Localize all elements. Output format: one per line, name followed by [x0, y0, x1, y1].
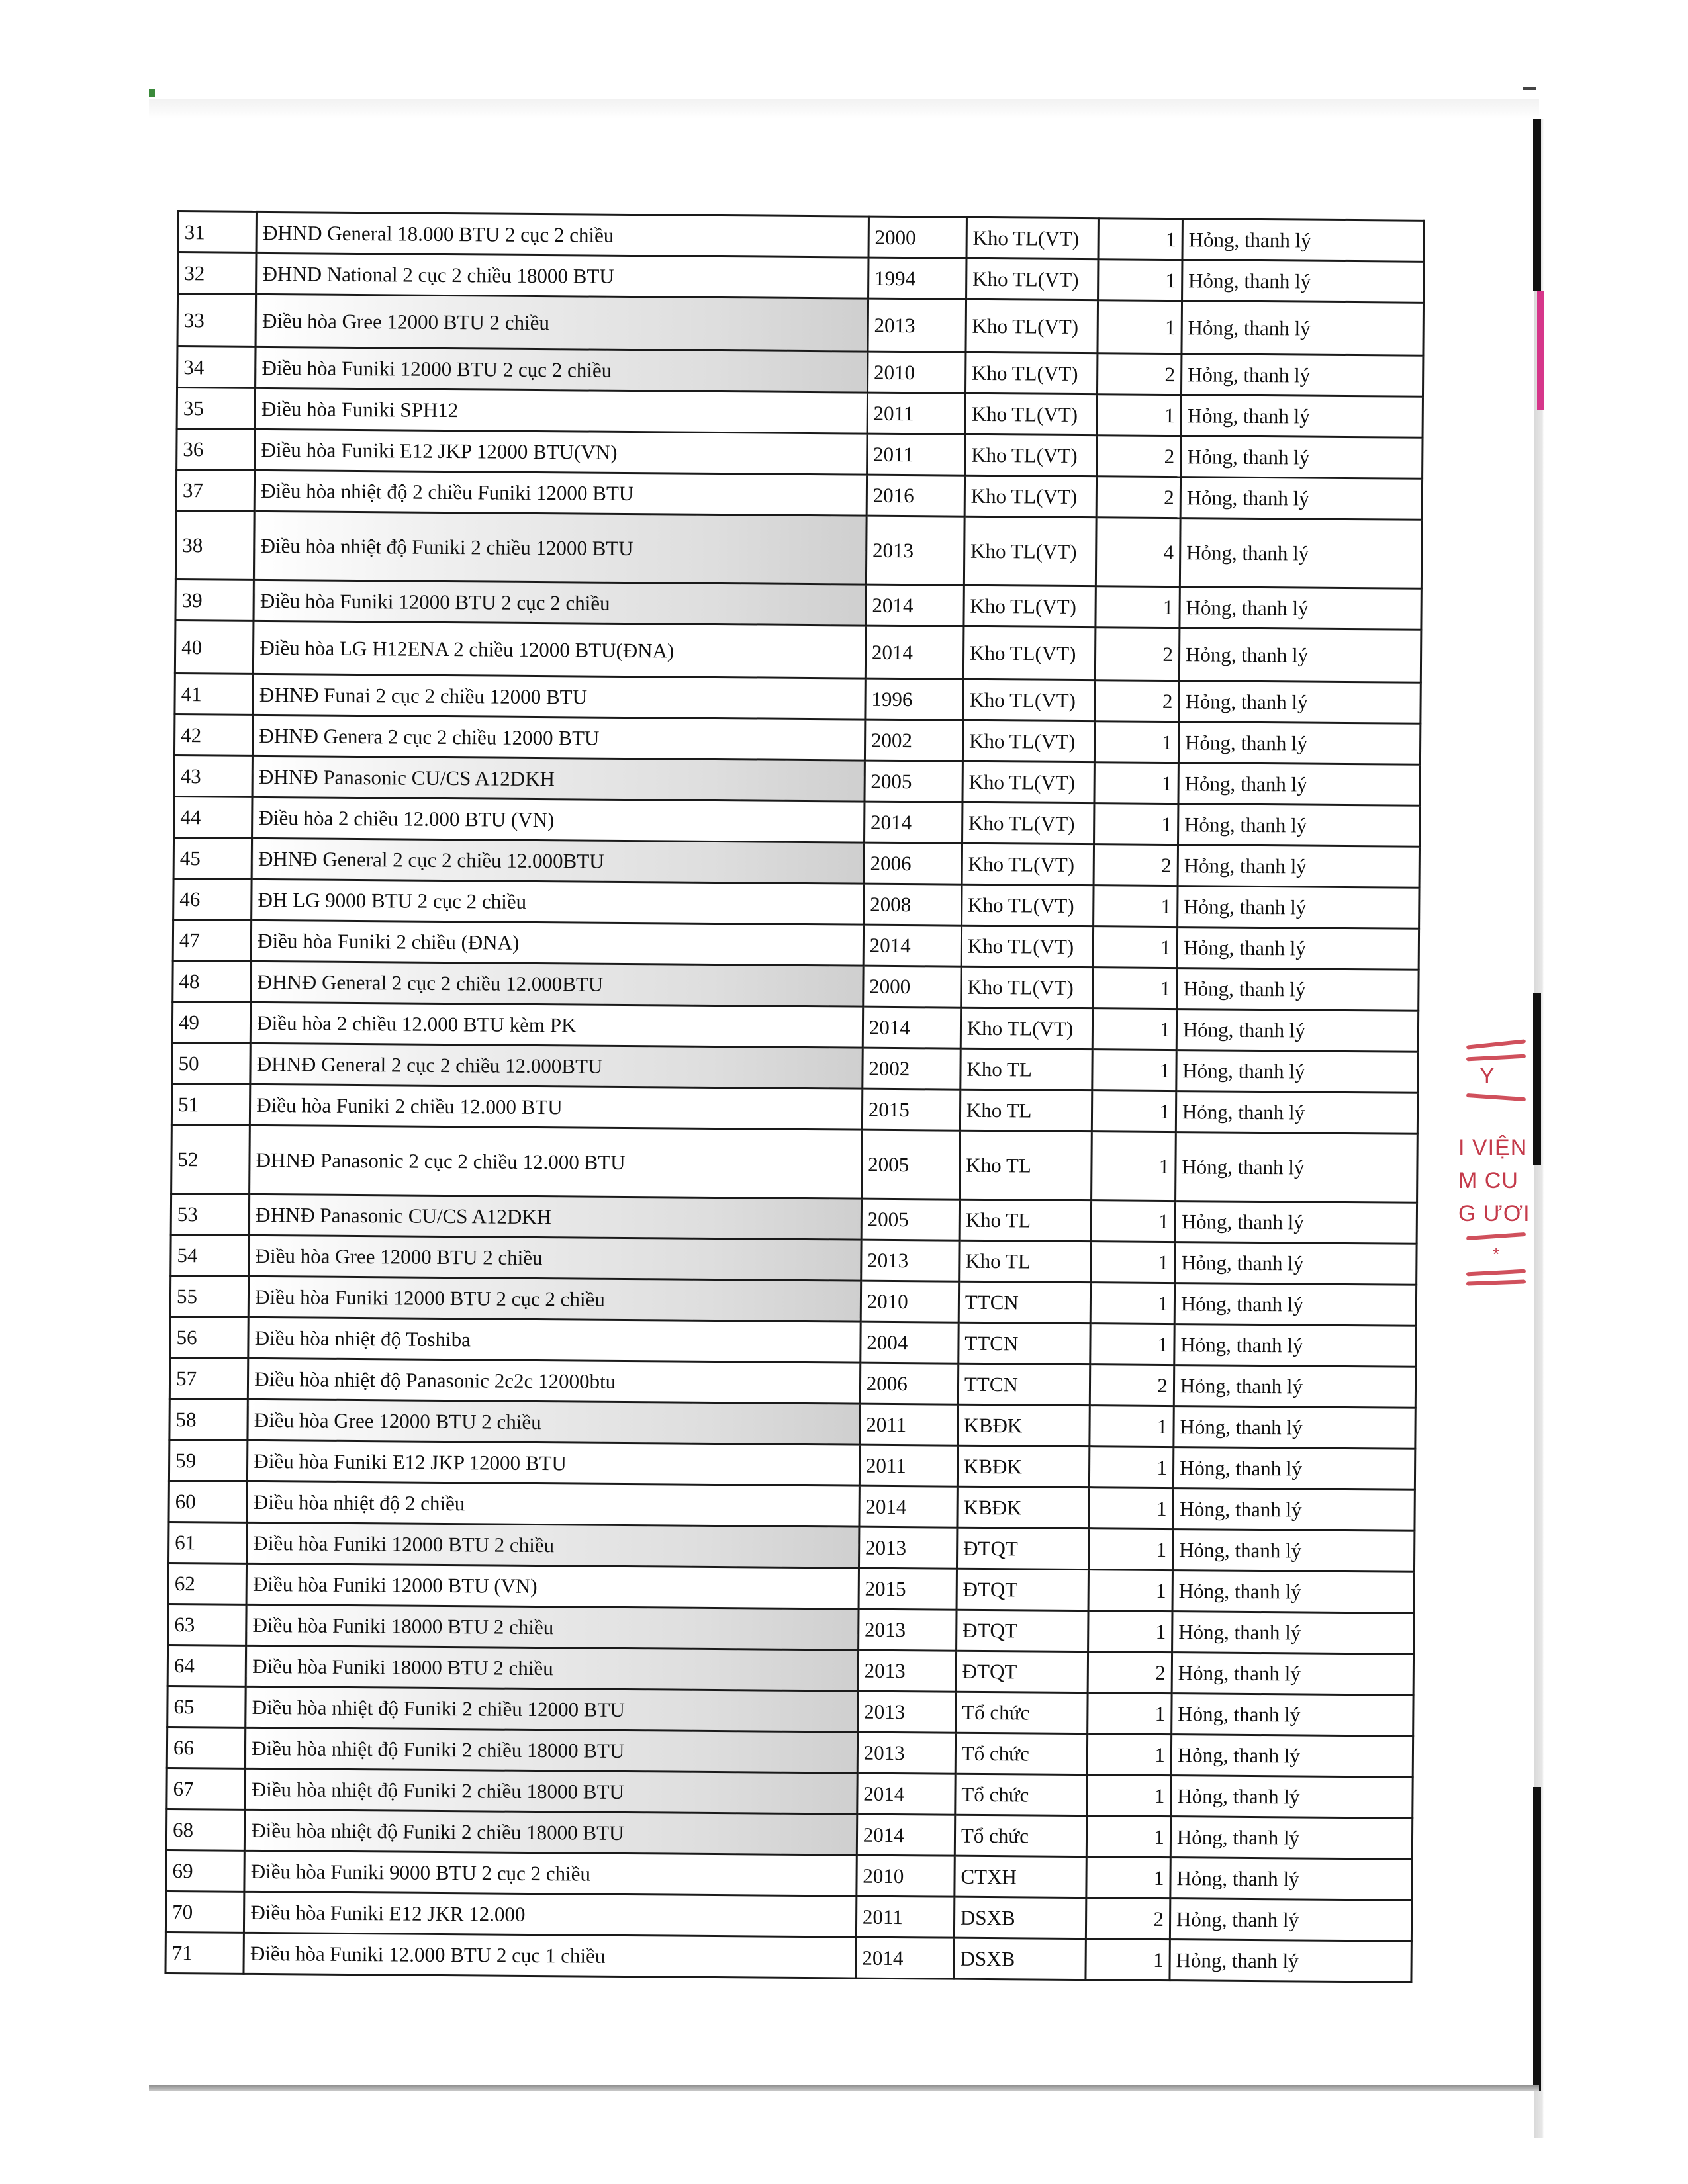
- item-location-cell: DSXB: [954, 1897, 1086, 1938]
- item-status-cell: Hỏng, thanh lý: [1177, 968, 1419, 1011]
- item-quantity-cell: 4: [1096, 518, 1180, 587]
- item-location-cell: TTCN: [958, 1363, 1090, 1405]
- item-name-cell: ĐH LG 9000 BTU 2 cục 2 chiều: [252, 879, 864, 925]
- row-number-cell: 61: [169, 1522, 248, 1563]
- item-year-cell: 2000: [868, 216, 967, 258]
- stamp-text: I VIỆN: [1458, 1135, 1528, 1160]
- background-pink-band: [1537, 291, 1544, 410]
- row-number-cell: 66: [167, 1727, 246, 1768]
- item-status-cell: Hỏng, thanh lý: [1181, 395, 1423, 438]
- item-location-cell: CTXH: [955, 1856, 1087, 1897]
- row-number-cell: 55: [170, 1275, 249, 1317]
- stamp-arc: [1466, 1093, 1526, 1101]
- stamp-text: Y: [1479, 1064, 1495, 1089]
- item-location-cell: Tổ chức: [955, 1815, 1087, 1856]
- item-year-cell: 2013: [861, 1240, 959, 1281]
- row-number-cell: 53: [171, 1193, 250, 1235]
- item-name-cell: ĐHNĐ General 2 cục 2 chiều 12.000BTU: [252, 838, 864, 884]
- row-number-cell: 67: [167, 1768, 246, 1809]
- corner-dash: [1523, 87, 1536, 90]
- item-quantity-cell: 1: [1091, 1242, 1175, 1283]
- item-quantity-cell: 1: [1088, 1570, 1172, 1612]
- item-location-cell: Kho TL(VT): [966, 258, 1098, 300]
- document-page: [164, 210, 1425, 1983]
- item-location-cell: Kho TL(VT): [964, 434, 1097, 476]
- row-number-cell: 36: [177, 429, 256, 471]
- row-number-cell: 58: [169, 1398, 248, 1440]
- item-location-cell: Kho TL(VT): [966, 217, 1099, 259]
- item-location-cell: KBĐK: [958, 1404, 1090, 1446]
- item-name-cell: Điều hòa 2 chiều 12.000 BTU kèm PK: [251, 1002, 863, 1048]
- item-location-cell: Kho TL(VT): [965, 352, 1098, 394]
- row-number-cell: 44: [174, 796, 253, 838]
- page-top-shadow: [149, 99, 1539, 119]
- row-number-cell: 60: [169, 1480, 248, 1522]
- item-status-cell: Hỏng, thanh lý: [1173, 1447, 1415, 1490]
- item-quantity-cell: 2: [1088, 1652, 1172, 1694]
- stamp-star: *: [1493, 1244, 1500, 1264]
- item-location-cell: Kho TL(VT): [964, 475, 1097, 517]
- item-location-cell: Kho TL(VT): [963, 626, 1096, 680]
- item-location-cell: Kho TL(VT): [962, 761, 1095, 803]
- item-quantity-cell: 1: [1092, 1050, 1176, 1091]
- item-name-cell: Điều hòa nhiệt độ Funiki 2 chiều 12000 BTU: [246, 1686, 858, 1732]
- item-quantity-cell: 1: [1094, 927, 1178, 968]
- item-quantity-cell: 2: [1097, 477, 1181, 518]
- item-name-cell: Điều hòa Funiki 12000 BTU (VN): [246, 1563, 859, 1609]
- item-location-cell: Kho TL(VT): [961, 966, 1094, 1008]
- item-year-cell: 2011: [867, 433, 965, 475]
- item-status-cell: Hỏng, thanh lý: [1178, 804, 1420, 847]
- stamp-arc: [1466, 1039, 1526, 1049]
- item-quantity-cell: 1: [1090, 1324, 1174, 1365]
- item-quantity-cell: 1: [1093, 968, 1177, 1009]
- item-location-cell: Kho TL(VT): [962, 720, 1095, 762]
- row-number-cell: 39: [175, 579, 254, 621]
- item-name-cell: Điều hòa 2 chiều 12.000 BTU (VN): [252, 797, 865, 842]
- item-name-cell: Điều hòa Funiki 12000 BTU 2 chiều: [247, 1522, 859, 1568]
- item-name-cell: Điều hòa Funiki E12 JKR 12.000: [244, 1891, 857, 1937]
- item-location-cell: TTCN: [959, 1281, 1091, 1323]
- item-name-cell: ĐHNĐ Panasonic 2 cục 2 chiều 12.000 BTU: [250, 1125, 862, 1199]
- item-year-cell: 2013: [868, 298, 966, 352]
- item-status-cell: Hỏng, thanh lý: [1174, 1324, 1417, 1367]
- item-quantity-cell: 1: [1095, 721, 1179, 763]
- item-year-cell: 2006: [864, 842, 962, 884]
- item-quantity-cell: 1: [1086, 1939, 1170, 1981]
- item-name-cell: Điều hòa Funiki E12 JKP 12000 BTU(VN): [255, 429, 867, 475]
- item-year-cell: 2013: [866, 516, 964, 585]
- item-quantity-cell: 1: [1098, 218, 1182, 260]
- row-number-cell: 37: [176, 470, 255, 512]
- item-year-cell: 2013: [859, 1527, 957, 1569]
- item-quantity-cell: 1: [1086, 1857, 1170, 1899]
- item-year-cell: 2010: [867, 351, 966, 393]
- item-location-cell: Kho TL: [961, 1048, 1093, 1090]
- row-number-cell: 45: [173, 837, 252, 879]
- row-number-cell: 35: [177, 388, 256, 430]
- table-row: [175, 620, 1421, 682]
- item-name-cell: Điều hòa Gree 12000 BTU 2 chiều: [249, 1235, 861, 1281]
- row-number-cell: 46: [173, 878, 252, 920]
- item-year-cell: 2014: [863, 1007, 961, 1048]
- item-quantity-cell: 1: [1098, 300, 1182, 354]
- item-location-cell: ĐTQT: [956, 1610, 1088, 1651]
- item-name-cell: Điều hòa nhiệt độ Funiki 2 chiều 18000 BTU: [245, 1768, 857, 1814]
- item-quantity-cell: 1: [1087, 1775, 1171, 1817]
- item-quantity-cell: 1: [1091, 1201, 1175, 1242]
- item-location-cell: Kho TL: [960, 1089, 1092, 1131]
- row-number-cell: 64: [167, 1645, 246, 1686]
- item-status-cell: Hỏng, thanh lý: [1176, 1050, 1419, 1093]
- item-year-cell: 2010: [861, 1281, 959, 1322]
- item-location-cell: Kho TL: [959, 1199, 1092, 1241]
- item-year-cell: 2015: [862, 1089, 961, 1130]
- item-name-cell: Điều hòa nhiệt độ Panasonic 2c2c 12000btu: [248, 1358, 861, 1404]
- page-bottom-edge: [149, 2085, 1539, 2091]
- row-number-cell: 40: [175, 620, 254, 674]
- inventory-table-body: [165, 212, 1424, 1983]
- item-name-cell: ĐHND National 2 cục 2 chiều 18000 BTU: [256, 253, 868, 298]
- row-number-cell: 50: [172, 1042, 251, 1084]
- row-number-cell: 51: [171, 1083, 250, 1125]
- item-status-cell: Hỏng, thanh lý: [1179, 628, 1421, 683]
- item-status-cell: Hỏng, thanh lý: [1175, 1242, 1417, 1285]
- item-status-cell: Hỏng, thanh lý: [1182, 219, 1425, 262]
- row-number-cell: 41: [175, 673, 254, 715]
- row-number-cell: 69: [166, 1850, 245, 1891]
- row-number-cell: 57: [169, 1357, 248, 1399]
- item-location-cell: Kho TL(VT): [966, 299, 1098, 353]
- stamp-text: G ƯƠI: [1458, 1201, 1530, 1226]
- item-location-cell: ĐTQT: [956, 1651, 1088, 1692]
- item-quantity-cell: 1: [1094, 886, 1178, 927]
- item-name-cell: Điều hòa Funiki E12 JKP 12000 BTU: [248, 1440, 860, 1486]
- row-number-cell: 38: [175, 510, 254, 580]
- item-name-cell: ĐHNĐ General 2 cục 2 chiều 12.000BTU: [250, 1043, 863, 1089]
- item-quantity-cell: 1: [1094, 803, 1178, 845]
- item-name-cell: ĐHNĐ Panasonic CU/CS A12DKH: [249, 1194, 861, 1240]
- item-name-cell: Điều hòa nhiệt độ 2 chiều: [247, 1481, 859, 1527]
- row-number-cell: 65: [167, 1686, 246, 1727]
- item-name-cell: Điều hòa nhiệt độ Funiki 2 chiều 18000 BTU: [245, 1809, 857, 1855]
- item-status-cell: Hỏng, thanh lý: [1174, 1406, 1416, 1449]
- green-mark: [149, 89, 155, 97]
- item-name-cell: Điều hòa Funiki 12000 BTU 2 cục 2 chiều: [249, 1276, 861, 1322]
- item-name-cell: Điều hòa nhiệt độ Toshiba: [248, 1317, 861, 1363]
- item-year-cell: 2014: [864, 801, 962, 843]
- item-year-cell: 2000: [863, 966, 962, 1007]
- item-status-cell: Hỏng, thanh lý: [1171, 1735, 1413, 1778]
- item-year-cell: 2014: [865, 625, 964, 679]
- row-number-cell: 43: [174, 755, 253, 797]
- item-status-cell: Hỏng, thanh lý: [1175, 1201, 1417, 1244]
- item-quantity-cell: 1: [1092, 1091, 1176, 1132]
- item-status-cell: Hỏng, thanh lý: [1180, 436, 1423, 479]
- item-year-cell: 2008: [863, 884, 962, 925]
- item-name-cell: Điều hòa nhiệt độ Funiki 2 chiều 18000 BTU: [246, 1727, 858, 1773]
- item-status-cell: Hỏng, thanh lý: [1170, 1817, 1413, 1860]
- item-location-cell: Kho TL(VT): [964, 585, 1096, 627]
- item-quantity-cell: 1: [1087, 1816, 1171, 1858]
- item-location-cell: Kho TL(VT): [961, 1007, 1093, 1049]
- item-year-cell: 2015: [859, 1568, 957, 1610]
- item-quantity-cell: 1: [1090, 1406, 1174, 1447]
- row-number-cell: 49: [172, 1001, 251, 1043]
- item-status-cell: Hỏng, thanh lý: [1170, 1899, 1412, 1942]
- item-name-cell: Điều hòa Funiki 2 chiều (ĐNA): [251, 920, 863, 966]
- item-status-cell: Hỏng, thanh lý: [1177, 886, 1419, 929]
- item-year-cell: 2011: [860, 1404, 959, 1445]
- item-year-cell: 2002: [863, 1048, 961, 1089]
- item-status-cell: Hỏng, thanh lý: [1178, 722, 1421, 765]
- item-location-cell: Tổ chức: [956, 1692, 1088, 1733]
- item-name-cell: Điều hòa Funiki 12.000 BTU 2 cục 1 chiều: [244, 1933, 856, 1978]
- item-name-cell: Điều hòa nhiệt độ 2 chiều Funiki 12000 BTU: [254, 470, 867, 516]
- table-row: [177, 294, 1424, 356]
- item-name-cell: ĐHNĐ Genera 2 cục 2 chiều 12000 BTU: [253, 715, 865, 760]
- item-status-cell: Hỏng, thanh lý: [1182, 301, 1424, 356]
- item-year-cell: 2002: [865, 719, 963, 761]
- item-year-cell: 2006: [860, 1363, 959, 1404]
- item-quantity-cell: 1: [1088, 1611, 1172, 1653]
- stamp-arc: [1466, 1279, 1526, 1285]
- item-year-cell: 2014: [857, 1814, 955, 1856]
- row-number-cell: 42: [174, 714, 253, 756]
- item-year-cell: 2016: [867, 475, 965, 516]
- item-name-cell: Điều hòa Gree 12000 BTU 2 chiều: [256, 294, 868, 351]
- item-name-cell: Điều hòa nhiệt độ Funiki 2 chiều 12000 BTU: [254, 511, 867, 584]
- item-location-cell: Kho TL: [959, 1240, 1092, 1282]
- item-year-cell: 2005: [861, 1199, 960, 1240]
- item-quantity-cell: 1: [1089, 1488, 1173, 1529]
- item-status-cell: Hỏng, thanh lý: [1177, 927, 1419, 970]
- item-quantity-cell: 2: [1094, 844, 1178, 886]
- item-name-cell: Điều hòa LG H12ENA 2 chiều 12000 BTU(ĐNA): [254, 621, 866, 678]
- item-year-cell: 2014: [856, 1937, 955, 1979]
- red-stamp: [1453, 1029, 1539, 1287]
- item-quantity-cell: 1: [1097, 394, 1181, 436]
- item-status-cell: Hỏng, thanh lý: [1172, 1653, 1414, 1696]
- item-status-cell: Hỏng, thanh lý: [1174, 1283, 1417, 1326]
- item-status-cell: Hỏng, thanh lý: [1172, 1529, 1415, 1572]
- inventory-table: [164, 210, 1425, 1983]
- item-name-cell: Điều hòa Gree 12000 BTU 2 chiều: [248, 1399, 860, 1445]
- stamp-text: M CU: [1458, 1168, 1519, 1193]
- item-quantity-cell: 1: [1094, 762, 1178, 804]
- item-quantity-cell: 1: [1096, 586, 1180, 628]
- item-status-cell: Hỏng, thanh lý: [1172, 1612, 1414, 1655]
- row-number-cell: 68: [166, 1809, 245, 1850]
- item-quantity-cell: 2: [1097, 435, 1181, 477]
- table-row: [175, 510, 1422, 588]
- item-year-cell: 2013: [857, 1732, 956, 1774]
- row-number-cell: 54: [171, 1234, 250, 1276]
- item-location-cell: KBĐK: [957, 1486, 1090, 1528]
- item-location-cell: Kho TL(VT): [965, 393, 1098, 435]
- item-status-cell: Hỏng, thanh lý: [1180, 518, 1422, 589]
- background-right-margin: [1534, 119, 1688, 2138]
- item-quantity-cell: 2: [1090, 1365, 1174, 1406]
- item-location-cell: TTCN: [959, 1322, 1091, 1364]
- item-year-cell: 2011: [856, 1896, 955, 1938]
- item-status-cell: Hỏng, thanh lý: [1178, 845, 1420, 888]
- item-quantity-cell: 1: [1088, 1734, 1172, 1776]
- item-quantity-cell: 2: [1095, 680, 1179, 722]
- background-dark-band: [1533, 1787, 1541, 2091]
- row-number-cell: 62: [168, 1563, 247, 1604]
- item-quantity-cell: 2: [1096, 627, 1180, 681]
- item-location-cell: Kho TL(VT): [962, 843, 1094, 885]
- row-number-cell: 33: [177, 294, 256, 347]
- row-number-cell: 71: [165, 1932, 244, 1974]
- item-quantity-cell: 1: [1088, 1693, 1172, 1735]
- item-location-cell: Tổ chức: [955, 1774, 1088, 1815]
- row-number-cell: 31: [178, 212, 257, 253]
- item-status-cell: Hỏng, thanh lý: [1170, 1858, 1413, 1901]
- item-location-cell: Kho TL(VT): [961, 925, 1094, 967]
- item-quantity-cell: 1: [1089, 1529, 1173, 1570]
- item-status-cell: Hỏng, thanh lý: [1181, 354, 1423, 397]
- row-number-cell: 63: [168, 1604, 247, 1645]
- row-number-cell: 56: [170, 1316, 249, 1358]
- item-status-cell: Hỏng, thanh lý: [1180, 477, 1423, 520]
- item-location-cell: Kho TL(VT): [963, 679, 1096, 721]
- item-name-cell: ĐHNĐ General 2 cục 2 chiều 12.000BTU: [251, 961, 863, 1007]
- item-quantity-cell: 2: [1086, 1898, 1170, 1940]
- item-year-cell: 2011: [867, 392, 966, 434]
- row-number-cell: 34: [177, 347, 256, 388]
- item-location-cell: Tổ chức: [955, 1733, 1088, 1774]
- item-year-cell: 2005: [865, 760, 963, 802]
- item-name-cell: Điều hòa Funiki 12000 BTU 2 cục 2 chiều: [256, 347, 868, 392]
- item-name-cell: Điều hòa Funiki 12000 BTU 2 cục 2 chiều: [254, 580, 866, 625]
- item-name-cell: Điều hòa Funiki 9000 BTU 2 cục 2 chiều: [244, 1850, 857, 1896]
- table-row: [171, 1124, 1418, 1203]
- row-number-cell: 52: [171, 1124, 250, 1194]
- item-quantity-cell: 2: [1098, 353, 1182, 395]
- item-name-cell: Điều hòa Funiki SPH12: [255, 388, 867, 433]
- item-year-cell: 2005: [861, 1130, 960, 1199]
- item-location-cell: ĐTQT: [957, 1527, 1089, 1569]
- item-status-cell: Hỏng, thanh lý: [1173, 1488, 1415, 1531]
- row-number-cell: 32: [178, 253, 257, 295]
- table-row: [165, 1932, 1411, 1982]
- item-location-cell: KBĐK: [957, 1445, 1090, 1487]
- item-location-cell: Kho TL(VT): [961, 884, 1094, 926]
- item-year-cell: 2014: [866, 584, 964, 626]
- item-year-cell: 2010: [857, 1855, 955, 1897]
- row-number-cell: 70: [165, 1891, 244, 1933]
- row-number-cell: 48: [173, 960, 252, 1002]
- item-status-cell: Hỏng, thanh lý: [1174, 1365, 1416, 1408]
- item-status-cell: Hỏng, thanh lý: [1176, 1009, 1419, 1052]
- item-status-cell: Hỏng, thanh lý: [1172, 1570, 1415, 1614]
- item-status-cell: Hỏng, thanh lý: [1180, 587, 1422, 630]
- item-name-cell: Điều hòa Funiki 2 chiều 12.000 BTU: [250, 1084, 863, 1130]
- item-quantity-cell: 1: [1090, 1447, 1174, 1488]
- item-year-cell: 2014: [857, 1773, 956, 1815]
- item-status-cell: Hỏng, thanh lý: [1182, 260, 1424, 303]
- row-number-cell: 59: [169, 1439, 248, 1481]
- row-number-cell: 47: [173, 919, 252, 961]
- item-year-cell: 1996: [865, 678, 964, 720]
- item-status-cell: Hỏng, thanh lý: [1175, 1132, 1417, 1203]
- item-name-cell: Điều hòa Funiki 18000 BTU 2 chiều: [246, 1604, 859, 1650]
- item-status-cell: Hỏng, thanh lý: [1178, 763, 1421, 806]
- item-status-cell: Hỏng, thanh lý: [1179, 681, 1421, 724]
- item-location-cell: DSXB: [954, 1938, 1086, 1979]
- item-quantity-cell: 1: [1091, 1283, 1175, 1324]
- item-year-cell: 2013: [858, 1650, 957, 1692]
- item-name-cell: ĐHND General 18.000 BTU 2 cục 2 chiều: [256, 212, 868, 257]
- item-status-cell: Hỏng, thanh lý: [1172, 1694, 1414, 1737]
- item-status-cell: Hỏng, thanh lý: [1170, 1940, 1412, 1983]
- item-year-cell: 2004: [861, 1322, 959, 1363]
- item-status-cell: Hỏng, thanh lý: [1176, 1091, 1418, 1134]
- item-year-cell: 2011: [859, 1445, 958, 1486]
- item-name-cell: ĐHNĐ Panasonic CU/CS A12DKH: [252, 756, 865, 801]
- item-name-cell: Điều hòa Funiki 18000 BTU 2 chiều: [246, 1645, 858, 1691]
- item-year-cell: 2014: [859, 1486, 958, 1527]
- item-status-cell: Hỏng, thanh lý: [1171, 1776, 1413, 1819]
- item-name-cell: ĐHNĐ Funai 2 cục 2 chiều 12000 BTU: [253, 674, 865, 719]
- item-quantity-cell: 1: [1093, 1009, 1177, 1050]
- stamp-arc: [1466, 1269, 1526, 1277]
- item-quantity-cell: 1: [1092, 1132, 1176, 1201]
- item-quantity-cell: 1: [1098, 259, 1182, 301]
- item-year-cell: 2013: [858, 1609, 957, 1651]
- stamp-arc: [1466, 1054, 1526, 1062]
- item-year-cell: 2013: [857, 1691, 956, 1733]
- item-year-cell: 1994: [868, 257, 966, 299]
- item-location-cell: Kho TL(VT): [962, 802, 1094, 844]
- background-dark-band: [1533, 119, 1541, 291]
- item-location-cell: ĐTQT: [957, 1569, 1089, 1610]
- stamp-arc: [1466, 1232, 1526, 1240]
- item-location-cell: Kho TL: [959, 1130, 1092, 1200]
- item-location-cell: Kho TL(VT): [964, 516, 1096, 586]
- item-year-cell: 2014: [863, 925, 962, 966]
